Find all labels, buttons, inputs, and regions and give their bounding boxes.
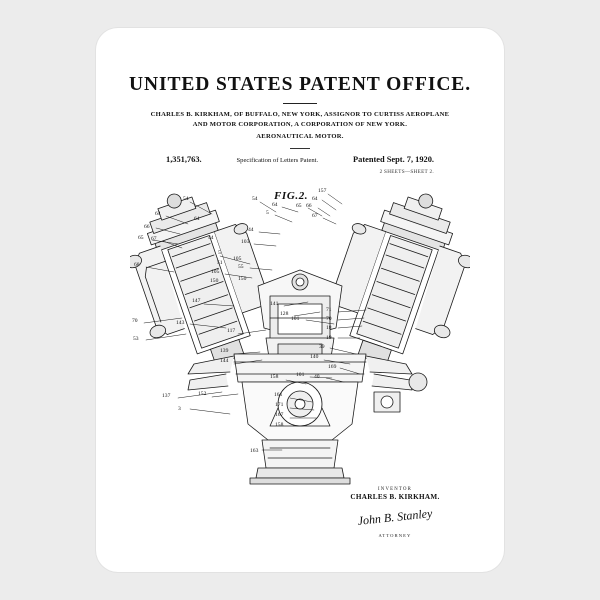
reference-numeral: 139: [220, 348, 229, 354]
reference-numeral: 64: [155, 211, 161, 217]
reference-numeral: 101: [291, 316, 300, 322]
specification-note: Specification of Letters Patent.: [236, 156, 319, 164]
reference-numeral: 66: [144, 224, 150, 230]
reference-numeral: 150: [210, 278, 219, 284]
patent-date: Patented Sept. 7, 1920.: [353, 154, 434, 164]
patent-header: [96, 28, 504, 175]
sheet-note: 2 SHEETS—SHEET 2.: [379, 168, 434, 175]
reference-numeral: 66: [306, 203, 312, 209]
reference-numeral: 157: [318, 188, 327, 194]
divider-rule: [283, 103, 317, 104]
reference-numeral: 71: [326, 307, 332, 313]
reference-numeral: 105: [233, 256, 242, 262]
reference-numeral: 103: [241, 239, 250, 245]
reference-numeral: 70: [132, 318, 138, 324]
signature-block: [320, 487, 470, 538]
reference-numeral: 137: [162, 393, 171, 399]
reference-numeral: 67: [151, 236, 157, 242]
assignee-line: CHARLES B. KIRKHAM, OF BUFFALO, NEW YORK, ASSIGNOR TO CURTISS AEROPLANE AND MOTOR CORPORATION, A CORPORATION OF NEW YORK.: [150, 111, 450, 128]
reference-numeral: 40: [314, 374, 320, 380]
reference-numeral: 64: [194, 216, 200, 222]
reference-numeral: 18: [326, 325, 332, 331]
reference-numeral: 141: [270, 301, 279, 307]
reference-numeral: 65: [138, 235, 144, 241]
reference-numeral: 55: [238, 264, 244, 270]
engine-diagram-svg: [130, 178, 470, 508]
reference-numeral: 144: [220, 358, 229, 364]
patent-meta-row: [166, 155, 434, 164]
patent-page: [96, 28, 504, 572]
reference-numeral: 128: [280, 311, 289, 317]
reference-numeral: 161: [274, 392, 283, 398]
reference-numeral: 64: [272, 202, 278, 208]
reference-numeral: 68: [134, 262, 140, 268]
reference-numeral: 44: [248, 227, 254, 233]
reference-numeral: 53: [133, 336, 139, 342]
reference-numeral: 64: [312, 196, 318, 202]
reference-numeral: 158: [275, 422, 284, 428]
patent-number: 1,351,763.: [166, 154, 202, 164]
attorney-word: ATTORNEY: [378, 533, 412, 538]
reference-numeral: 158: [270, 374, 279, 380]
reference-numeral: 70: [326, 316, 332, 322]
reference-numeral: 163: [250, 448, 259, 454]
patent-drawing: [130, 178, 470, 508]
sticker-card: [96, 28, 504, 572]
subject-title: AERONAUTICAL MOTOR.: [256, 133, 344, 141]
reference-numeral: 3: [178, 406, 181, 412]
figure-label: FIG.2.: [274, 190, 309, 202]
reference-numeral: 5: [218, 250, 221, 256]
reference-numeral: 143: [176, 320, 185, 326]
attorney-signature: John B. Stanley: [356, 506, 433, 528]
page-title: UNITED STATES PATENT OFFICE.: [129, 74, 471, 95]
reference-numeral: 167: [275, 412, 284, 418]
inventor-word: INVENTOR: [377, 487, 413, 492]
divider-rule-small: [290, 148, 310, 149]
reference-numeral: 150: [238, 276, 247, 282]
reference-numeral: 140: [310, 354, 319, 360]
reference-numeral: 169: [328, 364, 337, 370]
reference-numeral: 51: [217, 260, 223, 266]
reference-numeral: 171: [275, 402, 284, 408]
reference-numeral: 65: [296, 203, 302, 209]
reference-numeral: 105: [211, 269, 220, 275]
reference-numeral: 67: [312, 213, 318, 219]
reference-numeral: 54: [183, 196, 189, 202]
reference-numeral: 5: [266, 210, 269, 216]
reference-numeral: 54: [252, 196, 258, 202]
reference-numeral: 117: [227, 328, 236, 334]
inventor-name: CHARLES B. KIRKHAM.: [350, 493, 440, 501]
reference-numeral: 147: [192, 298, 201, 304]
reference-numeral: 39: [319, 344, 325, 350]
reference-numeral: 44: [208, 235, 214, 241]
reference-numeral: 152: [198, 391, 207, 397]
reference-numeral: 101: [296, 372, 305, 378]
reference-numeral: 19: [326, 335, 332, 341]
